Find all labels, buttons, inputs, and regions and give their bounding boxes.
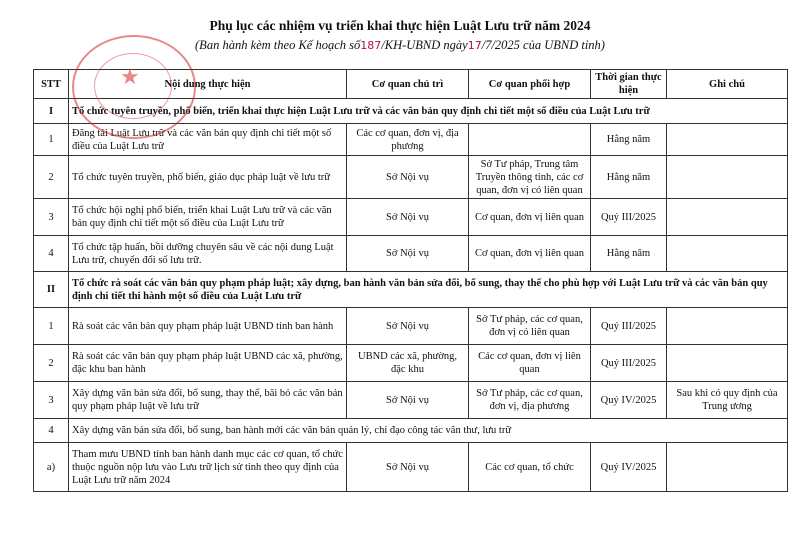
cell-time: Quý III/2025 — [591, 345, 667, 382]
cell-note — [667, 308, 788, 345]
cell-stt: 2 — [34, 156, 69, 199]
cell-lead: UBND các xã, phường, đặc khu — [347, 345, 469, 382]
cell-note: Sau khi có quy định của Trung ương — [667, 382, 788, 419]
cell-coord: Sở Tư pháp, các cơ quan, đơn vị, địa phương — [469, 382, 591, 419]
cell-lead: Sở Nội vụ — [347, 236, 469, 272]
table-row — [34, 124, 788, 156]
cell-content: Rà soát các văn bản quy phạm pháp luật UBND các xã, phường, đặc khu ban hành — [69, 345, 347, 382]
subtitle-suffix: /7/2025 của UBND tỉnh) — [481, 38, 605, 52]
cell-coord: Cơ quan, đơn vị liên quan — [469, 199, 591, 236]
table-row — [34, 236, 788, 272]
cell-content: Tổ chức tuyên truyền, phổ biến, giáo dục pháp luật về lưu trữ — [69, 156, 347, 199]
cell-stt: 4 — [34, 236, 69, 272]
cell-stt: 2 — [34, 345, 69, 382]
cell-content: Tổ chức tập huấn, bồi dưỡng chuyên sâu về các nội dung Luật Lưu trữ, chuyển đổi số lưu trữ. — [69, 236, 347, 272]
section-row-2 — [34, 272, 788, 308]
cell-note — [667, 236, 788, 272]
cell-lead: Sở Nội vụ — [347, 308, 469, 345]
section-number: II — [34, 272, 69, 308]
cell-time: Hằng năm — [591, 236, 667, 272]
cell-note — [667, 345, 788, 382]
cell-content: Xây dựng văn bản sửa đổi, bổ sung, ban hành mới các văn bản quản lý, chỉ đạo công tác văn thư, lưu trữ — [69, 419, 788, 443]
subtitle-prefix: (Ban hành kèm theo Kế hoạch số — [195, 38, 361, 52]
cell-note — [667, 124, 788, 156]
cell-lead: Sở Nội vụ — [347, 382, 469, 419]
cell-lead: Các cơ quan, đơn vị, địa phương — [347, 124, 469, 156]
cell-time: Quý IV/2025 — [591, 382, 667, 419]
cell-content: Rà soát các văn bản quy phạm pháp luật UBND tỉnh ban hành — [69, 308, 347, 345]
cell-time: Quý III/2025 — [591, 308, 667, 345]
header-coord: Cơ quan phối hợp — [469, 70, 591, 99]
cell-content: Tham mưu UBND tỉnh ban hành danh mục các cơ quan, tổ chức thuộc nguồn nộp lưu vào Lưu trữ lịch sử tỉnh theo quy định của Luật Lưu trữ năm 2024 — [69, 443, 347, 492]
section-row-1 — [34, 99, 788, 124]
cell-content: Xây dựng văn bản sửa đổi, bổ sung, thay thế, bãi bỏ các văn bản quy phạm pháp luật về lưu trữ — [69, 382, 347, 419]
cell-coord: Sở Tư pháp, các cơ quan, đơn vị có liên quan — [469, 308, 591, 345]
cell-lead: Sở Nội vụ — [347, 443, 469, 492]
cell-coord — [469, 124, 591, 156]
header-content: Nội dung thực hiện — [69, 70, 347, 99]
plan-day-handwritten: 17 — [467, 39, 482, 52]
header-lead: Cơ quan chủ trì — [347, 70, 469, 99]
document-subtitle — [0, 38, 800, 53]
cell-stt: 4 — [34, 419, 69, 443]
cell-coord: Các cơ quan, tổ chức — [469, 443, 591, 492]
table-row — [34, 443, 788, 492]
cell-content: Đăng tải Luật Lưu trữ và các văn bản quy định chi tiết một số điều của Luật Lưu trữ — [69, 124, 347, 156]
table-row — [34, 382, 788, 419]
table-row — [34, 308, 788, 345]
section-title: Tổ chức rà soát các văn bản quy phạm pháp luật; xây dựng, ban hành văn bản sửa đổi, bổ sung, thay thế cho phù hợp với Luật Lưu trữ và các văn bản quy định chi tiết thi hành một số điều của Luật Lưu trữ — [69, 272, 788, 308]
tasks-table — [33, 69, 788, 492]
table-row — [34, 199, 788, 236]
cell-stt: 1 — [34, 308, 69, 345]
cell-stt: a) — [34, 443, 69, 492]
cell-time: Hằng năm — [591, 124, 667, 156]
header-stt: STT — [34, 70, 69, 99]
header-note: Ghi chú — [667, 70, 788, 99]
cell-stt: 3 — [34, 382, 69, 419]
cell-coord: Sở Tư pháp, Trung tâm Truyền thông tỉnh, các cơ quan, đơn vị có liên quan — [469, 156, 591, 199]
cell-stt: 1 — [34, 124, 69, 156]
table-header-row — [34, 70, 788, 99]
header-time: Thời gian thực hiện — [591, 70, 667, 99]
cell-stt: 3 — [34, 199, 69, 236]
cell-time: Hằng năm — [591, 156, 667, 199]
cell-note — [667, 199, 788, 236]
cell-coord: Cơ quan, đơn vị liên quan — [469, 236, 591, 272]
cell-note — [667, 156, 788, 199]
cell-time: Quý III/2025 — [591, 199, 667, 236]
star-icon: ★ — [120, 65, 140, 90]
cell-time: Quý IV/2025 — [591, 443, 667, 492]
cell-lead: Sở Nội vụ — [347, 156, 469, 199]
section-title: Tổ chức tuyên truyền, phổ biến, triển khai thực hiện Luật Lưu trữ và các văn bản quy định chi tiết một số điều của Luật Lưu trữ — [69, 99, 788, 124]
cell-content: Tổ chức hội nghị phổ biến, triển khai Luật Lưu trữ và các văn bản quy định chi tiết một số điều của Luật Lưu trữ — [69, 199, 347, 236]
table-row — [34, 156, 788, 199]
section-number: I — [34, 99, 69, 124]
table-row-subsection — [34, 419, 788, 443]
cell-coord: Các cơ quan, đơn vị liên quan — [469, 345, 591, 382]
plan-number-handwritten: 187 — [360, 39, 382, 52]
document-title: Phụ lục các nhiệm vụ triển khai thực hiện Luật Lưu trữ năm 2024 — [209, 18, 591, 33]
subtitle-middle: /KH-UBND ngày — [381, 38, 468, 52]
table-row — [34, 345, 788, 382]
cell-note — [667, 443, 788, 492]
cell-lead: Sở Nội vụ — [347, 199, 469, 236]
